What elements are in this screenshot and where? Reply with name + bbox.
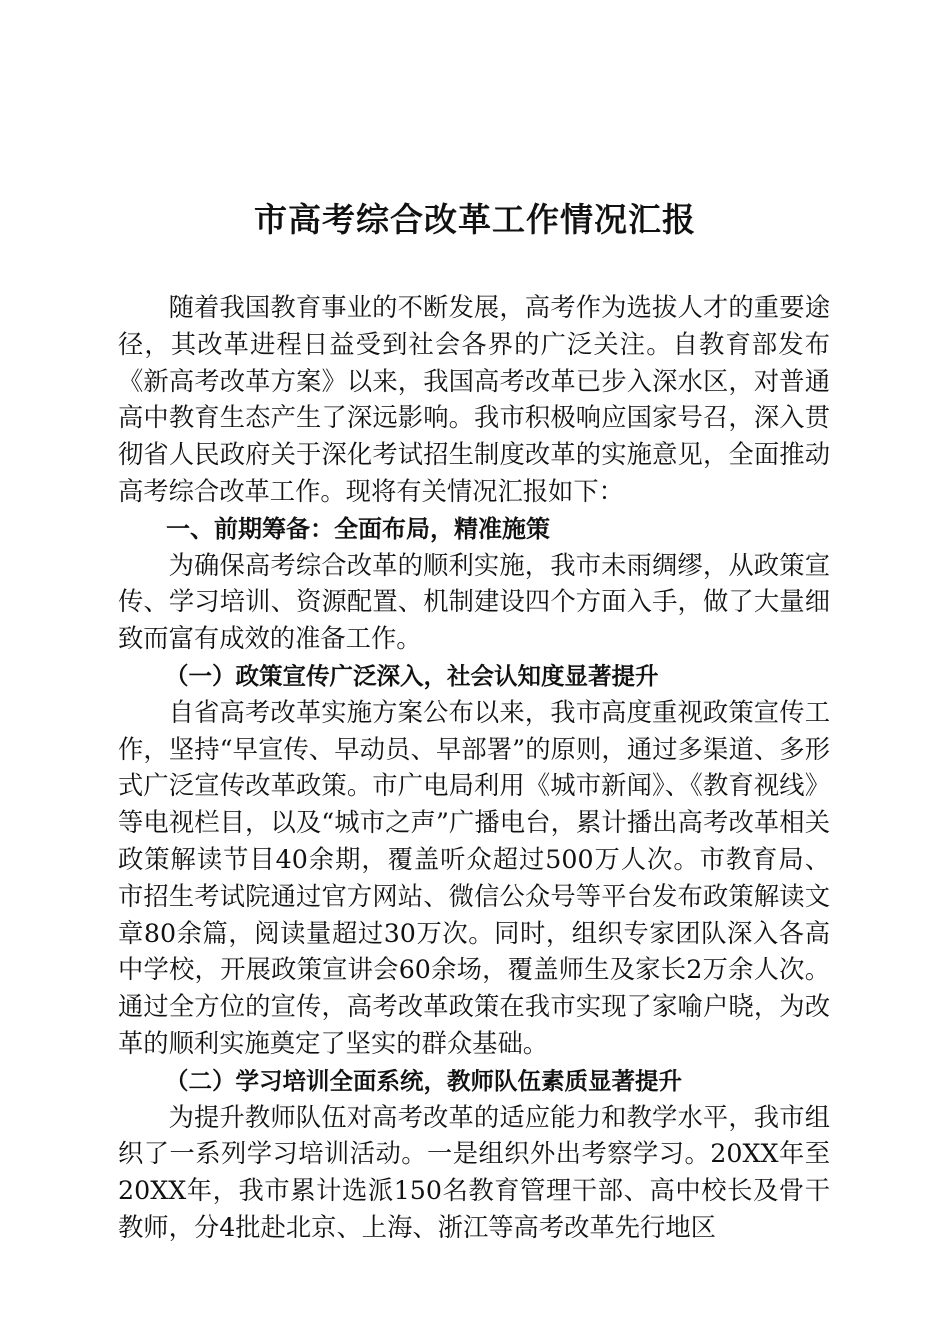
document-body [118, 290, 830, 1247]
subsection-2-heading: （二）学习培训全面系统，教师队伍素质显著提升 [165, 1066, 682, 1095]
section-1-paragraph: 为确保高考综合改革的顺利实施，我市未雨绸缪，从政策宣传、学习培训、资源配置、机制建设四个方面入手，做了大量细致而富有成效的准备工作。 [118, 550, 830, 654]
intro-paragraph: 随着我国教育事业的不断发展，高考作为选拔人才的重要途径，其改革进程日益受到社会各界的广泛关注。自教育部发布《新高考改革方案》以来，我国高考改革已步入深水区，对普通高中教育生态产生了深远影响。我市积极响应国家号召，深入贯彻省人民政府关于深化考试招生制度改革的实施意见，全面推动高考综合改革工作。现将有关情况汇报如下： [118, 293, 830, 506]
document-title: 市高考综合改革工作情况汇报 [254, 200, 696, 239]
subsection-1-heading: （一）政策宣传广泛深入，社会认知度显著提升 [165, 661, 659, 690]
subsection-1-paragraph: 自省高考改革实施方案公布以来，我市高度重视政策宣传工作，坚持“早宣传、早动员、早部署”的原则，通过多渠道、多形式广泛宣传改革政策。市广电局利用《城市新闻》、《教育视线》等电视栏目，以及“城市之声”广播电台，累计播出高考改革相关政策解读节目40余期，覆盖听众超过500万人次。市教育局、市招生考试院通过官方网站、微信公众号等平台发布政策解读文章80余篇，阅读量超过30万次。同时，组织专家团队深入各高中学校，开展政策宣讲会60余场，覆盖师生及家长2万余人次。通过全方位的宣传，高考改革政策在我市实现了家喻户晓，为改革的顺利实施奠定了坚实的群众基础。 [118, 697, 830, 1058]
section-1-heading: 一、前期筹备：全面布局，精准施策 [166, 514, 550, 543]
subsection-2-paragraph: 为提升教师队伍对高考改革的适应能力和教学水平，我市组织了一系列学习培训活动。一是组织外出考察学习。20XX年至20XX年，我市累计选派150名教育管理干部、高中校长及骨干教师，分4批赴北京、上海、浙江等高考改革先行地区 [118, 1102, 830, 1242]
